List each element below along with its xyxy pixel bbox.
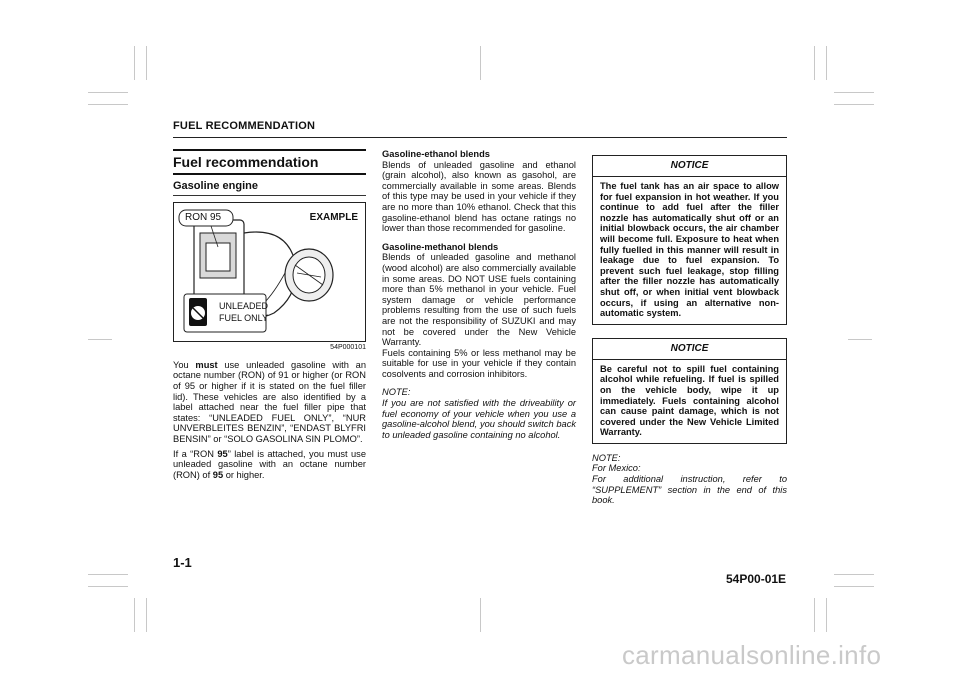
watermark: carmanualsonline.info <box>622 640 882 670</box>
paragraph-ron95: If a “RON 95” label is attached, you must use unleaded gasoline with an octane number (RON) of 95 or higher. <box>173 448 367 480</box>
document-code: 54P00-01E <box>726 572 787 586</box>
note-mexico: For Mexico: <box>592 463 641 474</box>
note-supplement: For additional instruction, refer to “SUPPLEMENT” section in the end of this book. <box>592 474 787 506</box>
subsection-title: Gasoline engine <box>173 179 258 192</box>
paragraph-octane: You must use unleaded gasoline with an octane number (RON) of 91 or higher (or RON of 95 or higher if it is stated on the fuel filler lid). These vehicles are also identified by a label attached near the fuel filler pipe that states: “UNLEADED FUEL ONLY”, “NUR UNVERBLEITES BENZIN”, “ENDAST BLYFRI BENSIN” or “SOLO GASOLINA SIN PLOMO”. <box>173 359 366 444</box>
heading-ethanol: Gasoline-ethanol blends <box>382 149 490 159</box>
column-2 <box>382 149 576 444</box>
note-driveability: If you are not satisfied with the driveability or fuel economy of your vehicle when you use a gasoline-alcohol blend, you should switch back to unleaded gasoline containing no alcohol. <box>382 398 576 440</box>
note-label: NOTE: <box>592 452 621 463</box>
notice-title: NOTICE <box>593 156 786 177</box>
example-label: EXAMPLE <box>309 212 358 224</box>
figure-caption: 54P000101 <box>330 344 366 352</box>
running-header: FUEL RECOMMENDATION <box>173 120 316 132</box>
page-number: 1-1 <box>173 555 192 570</box>
paragraph-methanol-2: Fuels containing 5% or less methanol may be suitable for use in your vehicle if they contain cosolvents and corrosion inhibitors. <box>382 347 576 379</box>
section-rule-bottom <box>173 173 366 175</box>
header-rule <box>173 137 787 138</box>
heading-methanol: Gasoline-methanol blends <box>382 241 499 252</box>
paragraph-ethanol: Blends of unleaded gasoline and ethanol (grain alcohol), also known as gasohol, are commercially available in some areas. Blends of this type may be used in your vehicle if they are no more than 10% ethanol. Check that this gasoline-ethanol blend has octane ratings no lower than those recommended for gasoline. <box>382 159 576 234</box>
unleaded-label: UNLEADED <box>219 301 269 312</box>
notice-text: The fuel tank has an air space to allow for fuel expansion in hot weather. If you continue to add fuel after the filler nozzle has automatically shut off or an initial blowback occurs, the air chamber will become full. Exposure to heat when fully fuelled in this manner will result in leakage due to fuel expansion. To prevent such fuel leakage, stop filling after the filler nozzle has automatically shut off, or when initial vent blowback occurs, if using an alternative non-automatic system. <box>600 181 779 319</box>
section-title: Fuel recommendation <box>173 154 319 170</box>
ron-95-label: RON 95 <box>185 212 222 224</box>
notice-box-spill <box>592 338 787 444</box>
column-3 <box>592 155 787 510</box>
paragraph-methanol: Blends of unleaded gasoline and methanol (wood alcohol) are also commercially available in some areas. DO NOT USE fuels containing more than 5% methanol in your vehicle. Fuel system damage or vehicle performance problems resulting from the use of such fuels are not the responsibility of SUZUKI and may not be covered under the New Vehicle Warranty. <box>382 252 576 348</box>
notice-text: Be careful not to spill fuel containing alcohol while refueling. If fuel is spilled on the vehicle body, wipe it up immediately. Fuels containing alcohol can cause paint damage, which is not covered under the New Vehicle Limited Warranty. <box>600 363 779 438</box>
notice-title: NOTICE <box>593 339 786 360</box>
column-1 <box>173 149 366 484</box>
subsection-rule <box>173 195 366 196</box>
notice-box-fuel-expansion <box>592 155 787 325</box>
fuel-filler-illustration <box>173 202 366 342</box>
section-rule-top <box>173 149 366 151</box>
fuel-only-label: FUEL ONLY <box>219 313 269 324</box>
note-label: NOTE: <box>382 387 411 398</box>
